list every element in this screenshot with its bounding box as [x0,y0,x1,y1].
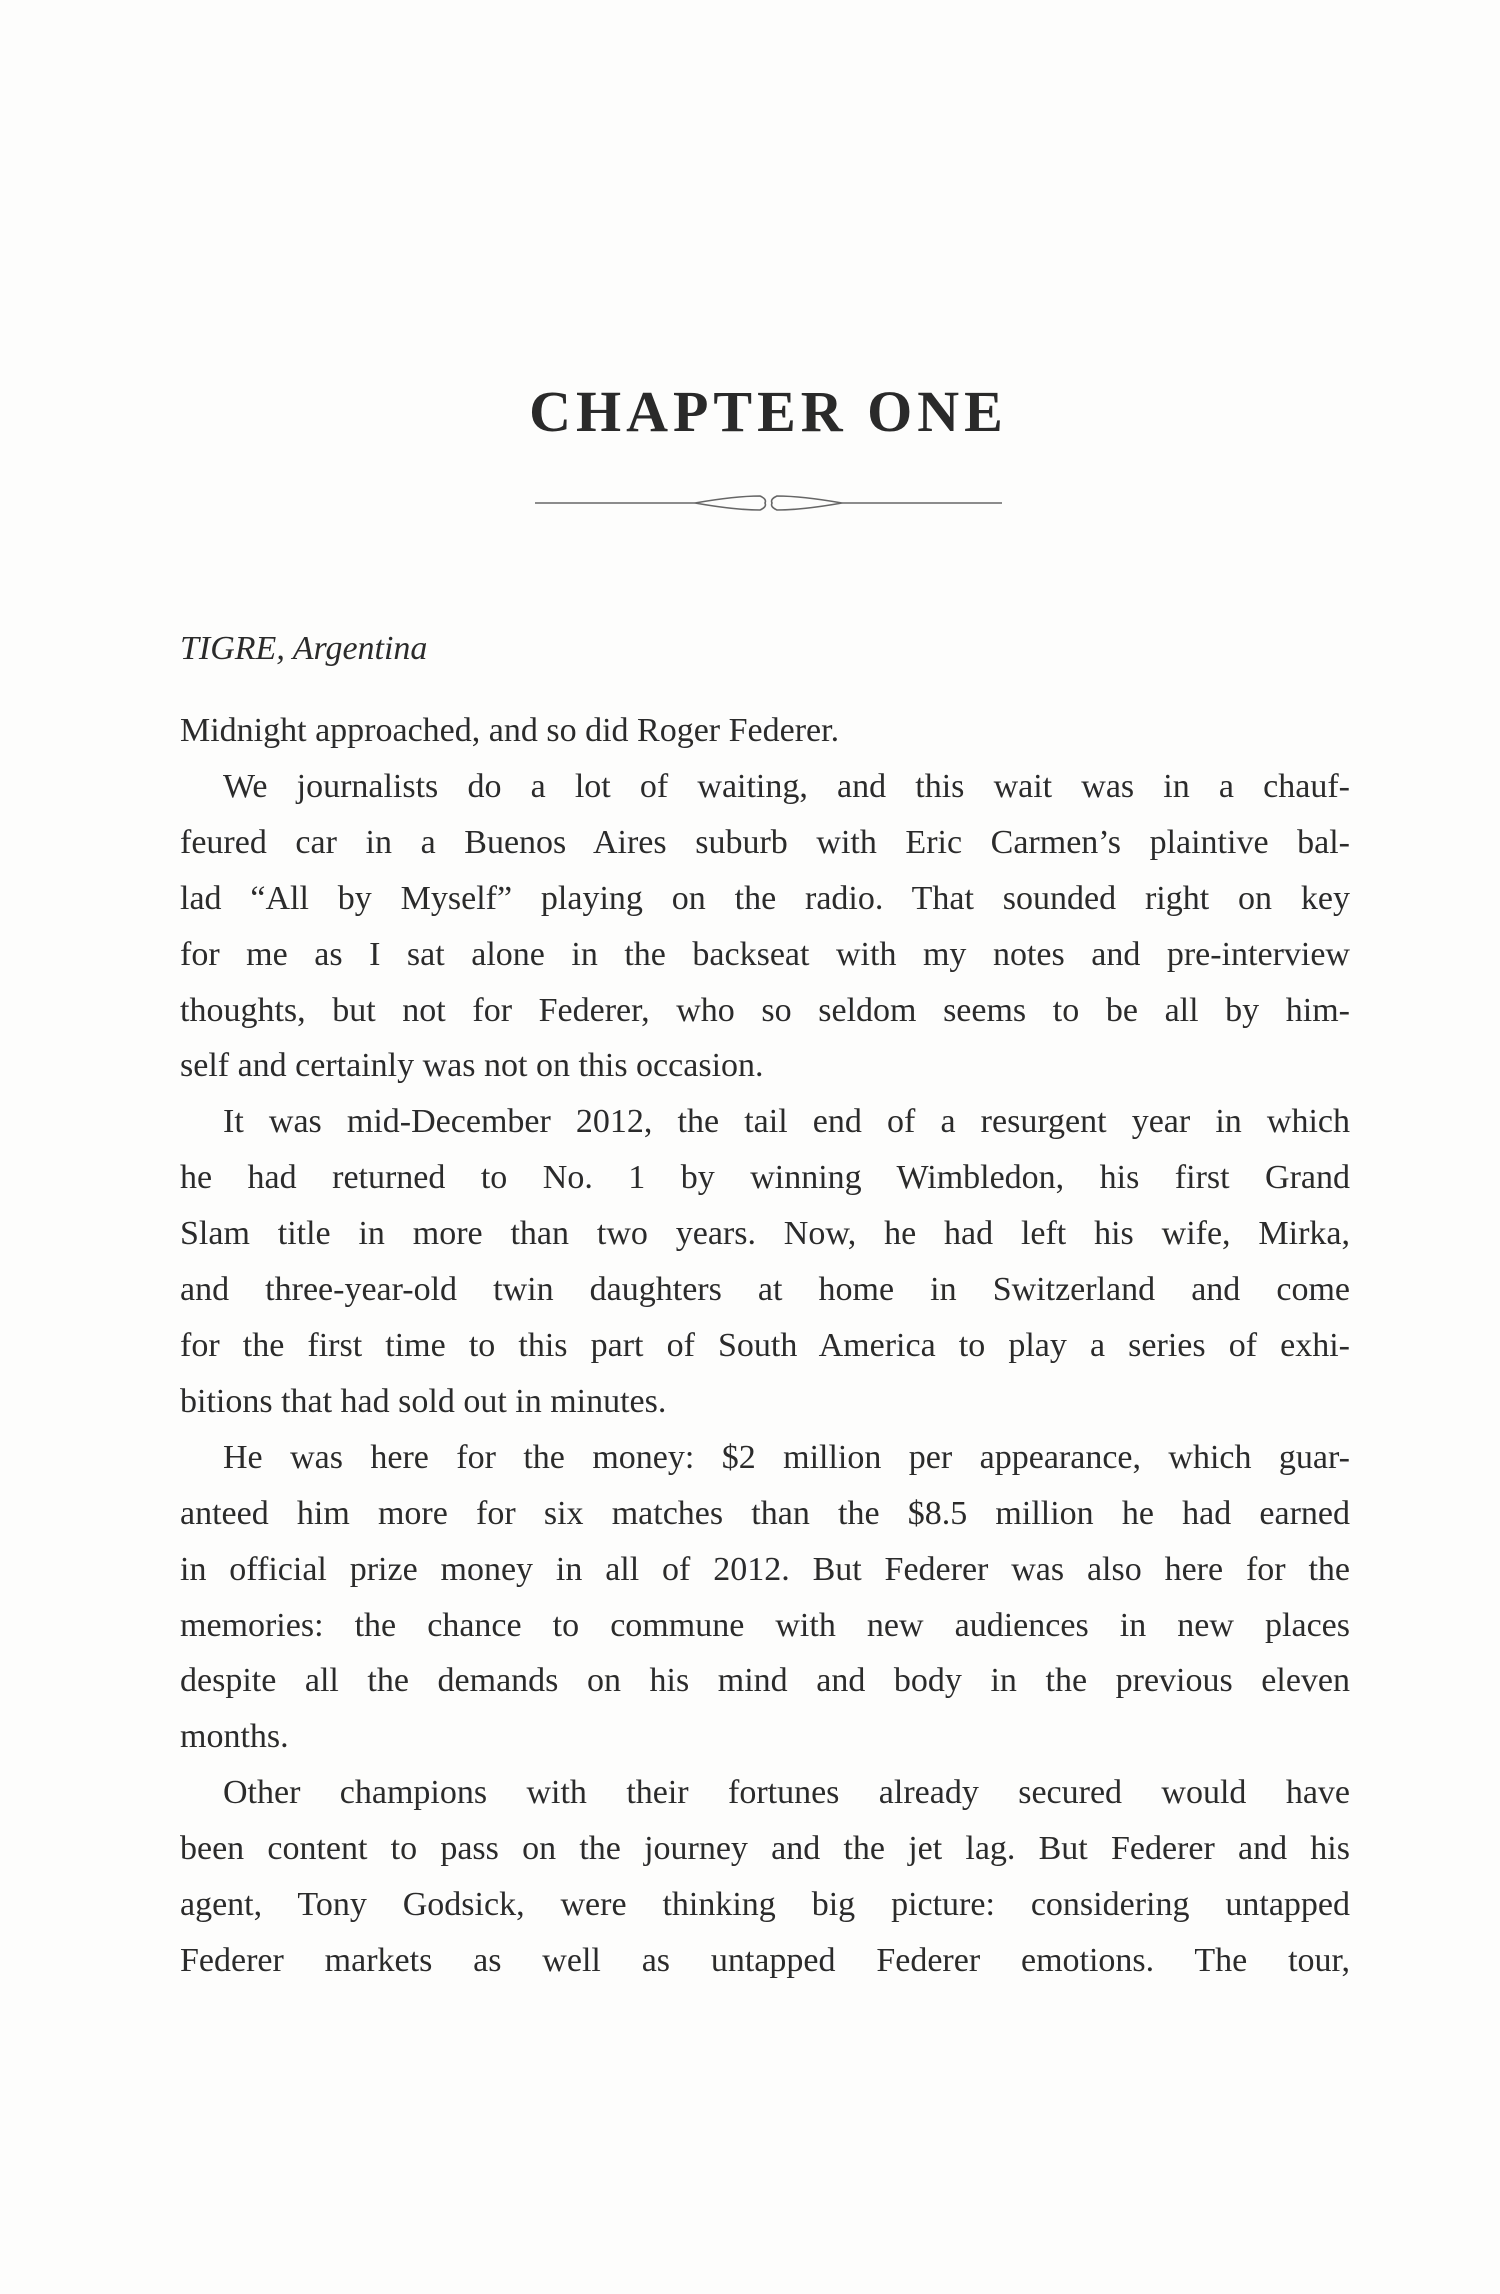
ornament-divider-icon [535,490,1002,516]
text-line: Other champions with their fortunes already secured would have [223,1774,1350,1812]
text-line: despite all the demands on his mind and body in the previous eleven [180,1662,1350,1700]
text-line: lad “All by Myself” playing on the radio. That sounded right on key [180,879,1350,917]
body-text [180,703,1350,1989]
text-line: memories: the chance to commune with new audiences in new places [180,1606,1350,1644]
text-line: and three-year-old twin daughters at home in Switzerland and come [180,1271,1350,1309]
text-line: been content to pass on the journey and the jet lag. But Federer and his [180,1830,1350,1868]
text-line: He was here for the money: $2 million per appearance, which guar- [223,1438,1350,1476]
text-line: in official prize money in all of 2012. But Federer was also here for the [180,1550,1350,1588]
text-line: for the first time to this part of South America to play a series of exhi- [180,1326,1350,1364]
text-line: self and certainly was not on this occasion. [180,1047,764,1085]
text-line: Midnight approached, and so did Roger Federer. [180,712,840,749]
text-line: agent, Tony Godsick, were thinking big picture: considering untapped [180,1886,1350,1924]
text-line: Slam title in more than two years. Now, he had left his wife, Mirka, [180,1215,1350,1253]
text-line: for me as I sat alone in the backseat with my notes and pre-interview [180,935,1350,973]
text-line: We journalists do a lot of waiting, and this wait was in a chauf- [223,767,1350,805]
dateline: TIGRE, Argentina [180,630,428,667]
text-line: It was mid-December 2012, the tail end of a resurgent year in which [223,1103,1350,1141]
text-line: feured car in a Buenos Aires suburb with Eric Carmen’s plaintive bal- [180,823,1350,861]
text-line: anteed him more for six matches than the $8.5 million he had earned [180,1494,1350,1532]
text-line: thoughts, but not for Federer, who so seldom seems to be all by him- [180,991,1350,1029]
text-line: months. [180,1718,289,1756]
chapter-title: CHAPTER ONE [529,379,1008,444]
text-line: bitions that had sold out in minutes. [180,1382,667,1420]
text-line: Federer markets as well as untapped Federer emotions. The tour, [180,1941,1350,1979]
text-line: he had returned to No. 1 by winning Wimbledon, his first Grand [180,1159,1350,1197]
